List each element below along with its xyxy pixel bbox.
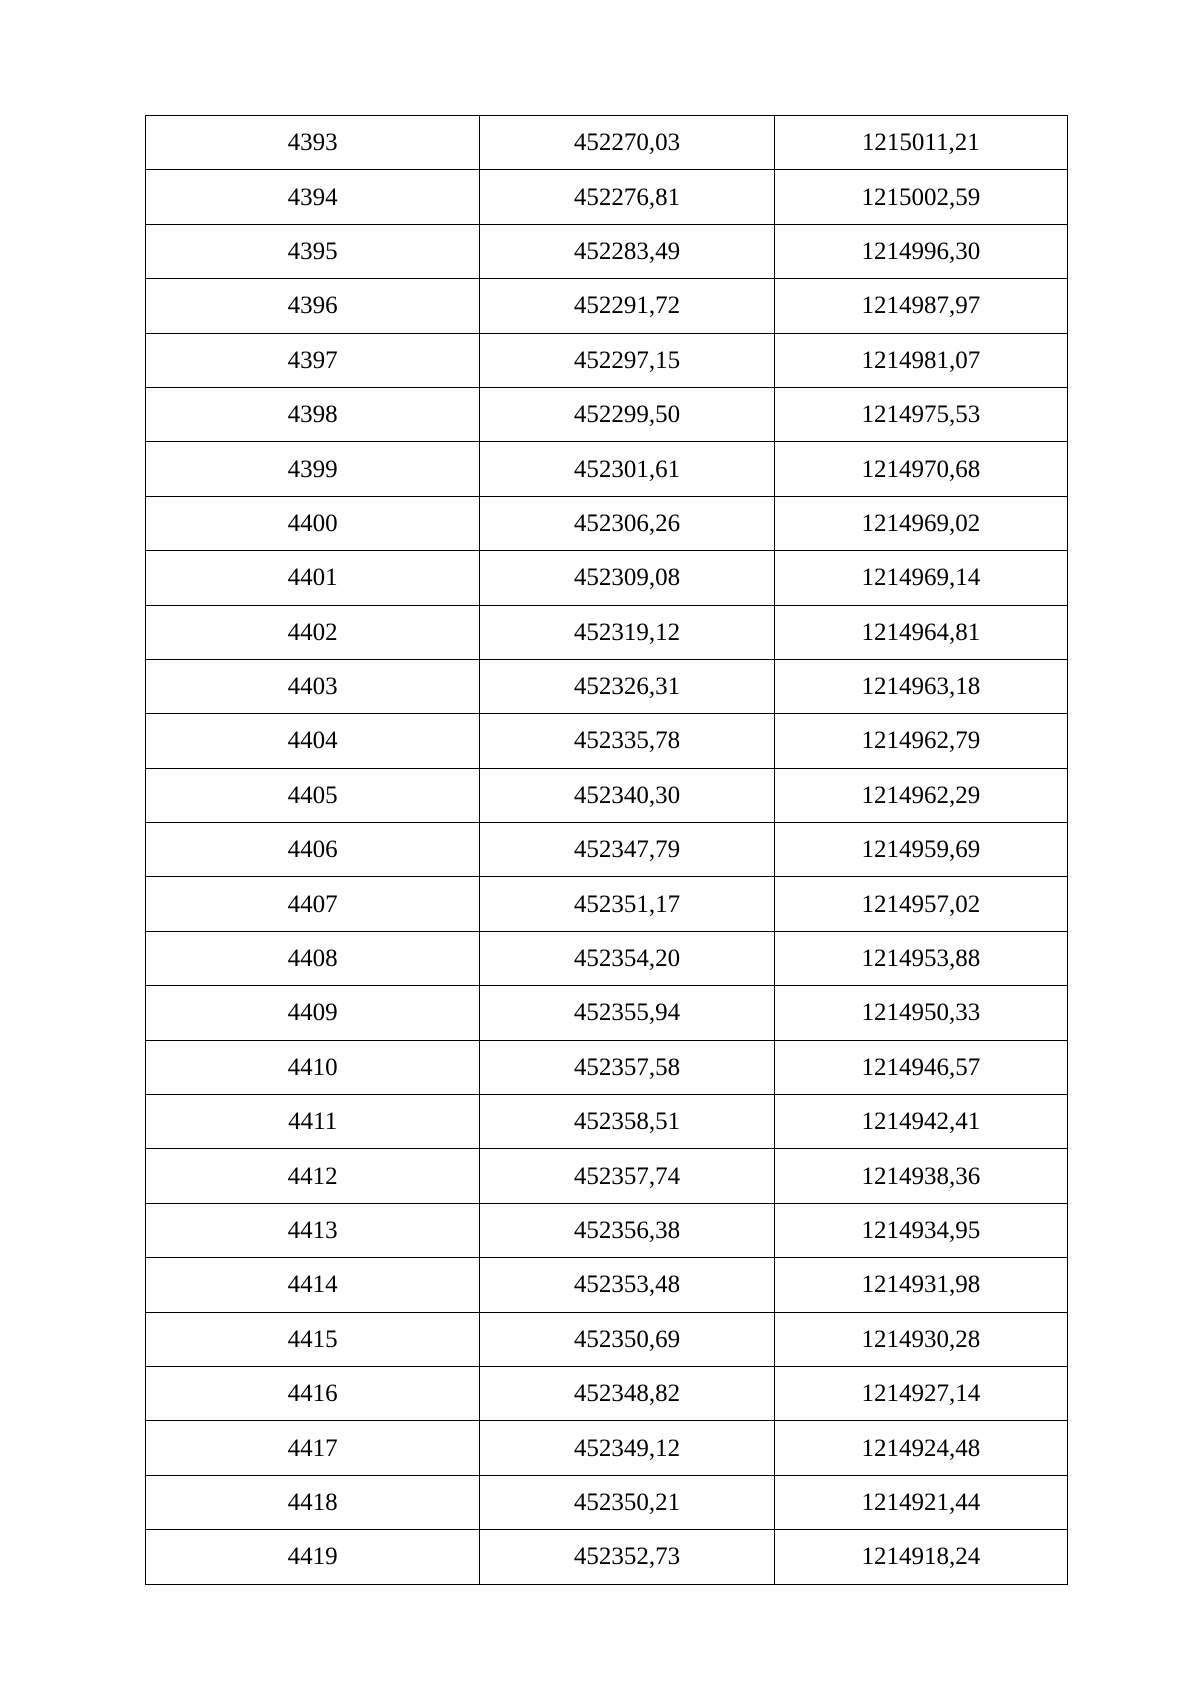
point-number-cell: 4399 bbox=[146, 442, 480, 496]
y-coordinate-cell: 1214931,98 bbox=[774, 1258, 1067, 1312]
table-row bbox=[146, 496, 1068, 550]
x-coordinate-cell: 452297,15 bbox=[480, 333, 774, 387]
x-coordinate-cell: 452283,49 bbox=[480, 224, 774, 278]
x-coordinate-cell: 452356,38 bbox=[480, 1203, 774, 1257]
x-coordinate-cell: 452309,08 bbox=[480, 551, 774, 605]
point-number-cell: 4409 bbox=[146, 986, 480, 1040]
point-number-cell: 4398 bbox=[146, 387, 480, 441]
y-coordinate-cell: 1214987,97 bbox=[774, 279, 1067, 333]
table-row bbox=[146, 986, 1068, 1040]
x-coordinate-cell: 452347,79 bbox=[480, 823, 774, 877]
table-row bbox=[146, 605, 1068, 659]
point-number-cell: 4400 bbox=[146, 496, 480, 550]
y-coordinate-cell: 1214981,07 bbox=[774, 333, 1067, 387]
x-coordinate-cell: 452349,12 bbox=[480, 1421, 774, 1475]
point-number-cell: 4394 bbox=[146, 170, 480, 224]
x-coordinate-cell: 452348,82 bbox=[480, 1366, 774, 1420]
x-coordinate-cell: 452335,78 bbox=[480, 714, 774, 768]
y-coordinate-cell: 1214996,30 bbox=[774, 224, 1067, 278]
y-coordinate-cell: 1214938,36 bbox=[774, 1149, 1067, 1203]
point-number-cell: 4407 bbox=[146, 877, 480, 931]
x-coordinate-cell: 452301,61 bbox=[480, 442, 774, 496]
x-coordinate-cell: 452353,48 bbox=[480, 1258, 774, 1312]
table-row bbox=[146, 1040, 1068, 1094]
point-number-cell: 4415 bbox=[146, 1312, 480, 1366]
table-row bbox=[146, 333, 1068, 387]
table-row bbox=[146, 768, 1068, 822]
point-number-cell: 4411 bbox=[146, 1095, 480, 1149]
point-number-cell: 4406 bbox=[146, 823, 480, 877]
point-number-cell: 4397 bbox=[146, 333, 480, 387]
point-number-cell: 4408 bbox=[146, 931, 480, 985]
y-coordinate-cell: 1214969,14 bbox=[774, 551, 1067, 605]
point-number-cell: 4403 bbox=[146, 659, 480, 713]
table-row bbox=[146, 551, 1068, 605]
x-coordinate-cell: 452306,26 bbox=[480, 496, 774, 550]
point-number-cell: 4417 bbox=[146, 1421, 480, 1475]
point-number-cell: 4419 bbox=[146, 1530, 480, 1584]
x-coordinate-cell: 452355,94 bbox=[480, 986, 774, 1040]
table-row bbox=[146, 1366, 1068, 1420]
point-number-cell: 4402 bbox=[146, 605, 480, 659]
y-coordinate-cell: 1214969,02 bbox=[774, 496, 1067, 550]
x-coordinate-cell: 452350,21 bbox=[480, 1475, 774, 1529]
x-coordinate-cell: 452270,03 bbox=[480, 116, 774, 170]
y-coordinate-cell: 1214962,29 bbox=[774, 768, 1067, 822]
x-coordinate-cell: 452351,17 bbox=[480, 877, 774, 931]
y-coordinate-cell: 1214953,88 bbox=[774, 931, 1067, 985]
y-coordinate-cell: 1214963,18 bbox=[774, 659, 1067, 713]
table-row bbox=[146, 1475, 1068, 1529]
x-coordinate-cell: 452276,81 bbox=[480, 170, 774, 224]
table-row bbox=[146, 170, 1068, 224]
x-coordinate-cell: 452299,50 bbox=[480, 387, 774, 441]
y-coordinate-cell: 1214964,81 bbox=[774, 605, 1067, 659]
table-row bbox=[146, 1258, 1068, 1312]
y-coordinate-cell: 1214921,44 bbox=[774, 1475, 1067, 1529]
x-coordinate-cell: 452319,12 bbox=[480, 605, 774, 659]
coordinates-table bbox=[145, 115, 1068, 1585]
point-number-cell: 4418 bbox=[146, 1475, 480, 1529]
y-coordinate-cell: 1214942,41 bbox=[774, 1095, 1067, 1149]
x-coordinate-cell: 452326,31 bbox=[480, 659, 774, 713]
y-coordinate-cell: 1214927,14 bbox=[774, 1366, 1067, 1420]
point-number-cell: 4412 bbox=[146, 1149, 480, 1203]
table-row bbox=[146, 279, 1068, 333]
table-row bbox=[146, 1312, 1068, 1366]
y-coordinate-cell: 1214957,02 bbox=[774, 877, 1067, 931]
point-number-cell: 4405 bbox=[146, 768, 480, 822]
y-coordinate-cell: 1215011,21 bbox=[774, 116, 1067, 170]
table-row bbox=[146, 931, 1068, 985]
y-coordinate-cell: 1214959,69 bbox=[774, 823, 1067, 877]
point-number-cell: 4396 bbox=[146, 279, 480, 333]
x-coordinate-cell: 452358,51 bbox=[480, 1095, 774, 1149]
point-number-cell: 4416 bbox=[146, 1366, 480, 1420]
x-coordinate-cell: 452350,69 bbox=[480, 1312, 774, 1366]
point-number-cell: 4413 bbox=[146, 1203, 480, 1257]
y-coordinate-cell: 1214930,28 bbox=[774, 1312, 1067, 1366]
table-row bbox=[146, 1530, 1068, 1584]
x-coordinate-cell: 452357,58 bbox=[480, 1040, 774, 1094]
table-row bbox=[146, 224, 1068, 278]
table-row bbox=[146, 877, 1068, 931]
y-coordinate-cell: 1214924,48 bbox=[774, 1421, 1067, 1475]
y-coordinate-cell: 1214975,53 bbox=[774, 387, 1067, 441]
table-row bbox=[146, 823, 1068, 877]
point-number-cell: 4404 bbox=[146, 714, 480, 768]
x-coordinate-cell: 452357,74 bbox=[480, 1149, 774, 1203]
table-row bbox=[146, 1149, 1068, 1203]
y-coordinate-cell: 1215002,59 bbox=[774, 170, 1067, 224]
table-row bbox=[146, 714, 1068, 768]
point-number-cell: 4393 bbox=[146, 116, 480, 170]
y-coordinate-cell: 1214918,24 bbox=[774, 1530, 1067, 1584]
y-coordinate-cell: 1214934,95 bbox=[774, 1203, 1067, 1257]
point-number-cell: 4401 bbox=[146, 551, 480, 605]
table-row bbox=[146, 387, 1068, 441]
table-row bbox=[146, 1203, 1068, 1257]
y-coordinate-cell: 1214946,57 bbox=[774, 1040, 1067, 1094]
x-coordinate-cell: 452340,30 bbox=[480, 768, 774, 822]
y-coordinate-cell: 1214950,33 bbox=[774, 986, 1067, 1040]
point-number-cell: 4410 bbox=[146, 1040, 480, 1094]
x-coordinate-cell: 452291,72 bbox=[480, 279, 774, 333]
table-row bbox=[146, 659, 1068, 713]
y-coordinate-cell: 1214962,79 bbox=[774, 714, 1067, 768]
table-row bbox=[146, 1421, 1068, 1475]
point-number-cell: 4395 bbox=[146, 224, 480, 278]
table-row bbox=[146, 442, 1068, 496]
point-number-cell: 4414 bbox=[146, 1258, 480, 1312]
coordinates-table-body bbox=[146, 116, 1068, 1585]
y-coordinate-cell: 1214970,68 bbox=[774, 442, 1067, 496]
x-coordinate-cell: 452354,20 bbox=[480, 931, 774, 985]
x-coordinate-cell: 452352,73 bbox=[480, 1530, 774, 1584]
table-row bbox=[146, 1095, 1068, 1149]
table-row bbox=[146, 116, 1068, 170]
